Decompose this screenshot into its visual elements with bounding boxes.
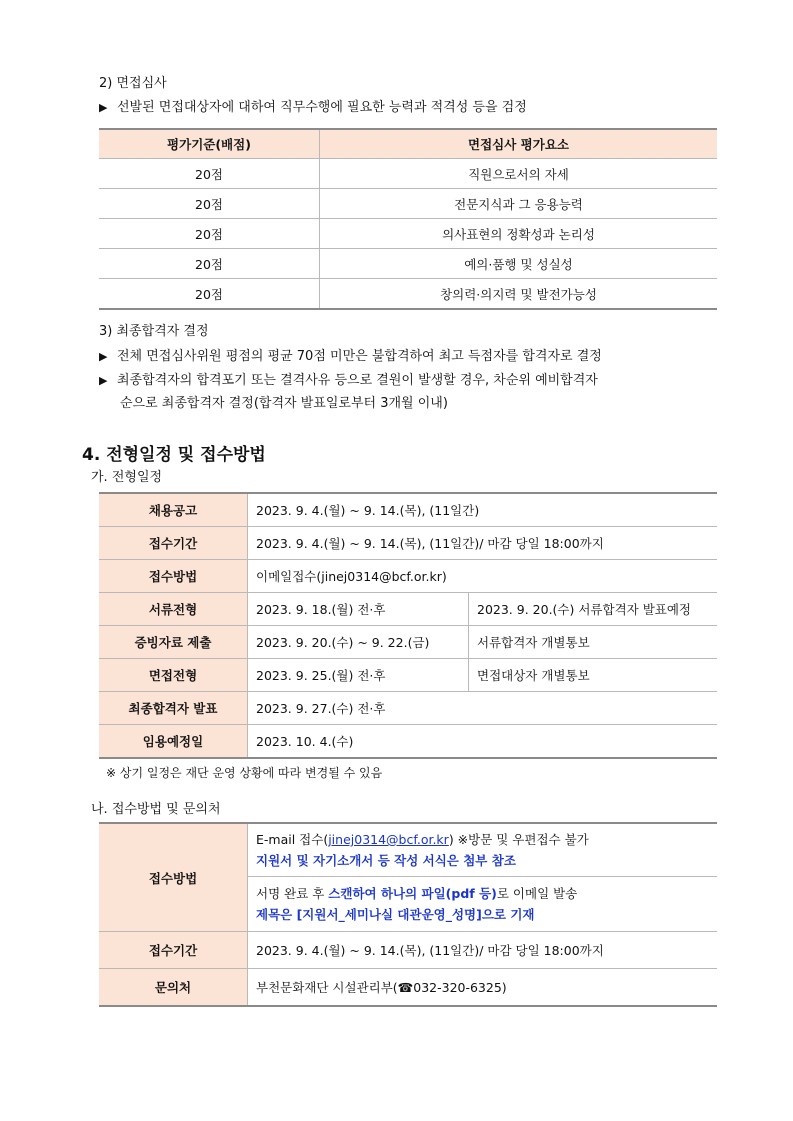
table-row (99, 219, 717, 249)
schedule-label: 면접전형 (99, 659, 248, 692)
table-header-row (99, 129, 717, 159)
schedule-value: 2023. 9. 25.(월) 전·후 (248, 659, 469, 692)
final-bullet-2: ▶ 최종합격자의 합격포기 또는 결격사유 등으로 결원이 발생할 경우, 차순위 예비합격자 (99, 373, 598, 388)
table-row (99, 493, 717, 527)
element-cell: 창의력·의지력 및 발전가능성 (320, 279, 718, 310)
element-cell: 직원으로서의 자세 (320, 159, 718, 189)
schedule-table (99, 492, 717, 759)
table-row (99, 626, 717, 659)
interview-heading: 2) 면접심사 (99, 76, 167, 91)
schedule-label: 임용예정일 (99, 725, 248, 759)
email-link[interactable]: jinej0314@bcf.or.kr (328, 832, 449, 847)
table-row (99, 969, 717, 1007)
schedule-label: 접수기간 (99, 527, 248, 560)
triangle-bullet-icon: ▶ (99, 101, 108, 114)
receipt-period-value: 2023. 9. 4.(월) ~ 9. 14.(목), (11일간)/ 마감 당일 18:00까지 (248, 932, 718, 969)
final-bullet-2-cont: 순으로 최종합격자 결정(합격자 발표일로부터 3개월 이내) (120, 396, 448, 411)
schedule-label: 접수방법 (99, 560, 248, 593)
table-row (99, 593, 717, 626)
table-row (99, 279, 717, 310)
receipt-period-label: 접수기간 (99, 932, 248, 969)
schedule-value: 2023. 10. 4.(수) (248, 725, 718, 759)
receipt-table (99, 822, 717, 1007)
triangle-bullet-icon: ▶ (99, 350, 108, 363)
schedule-value: 2023. 9. 20.(수) ~ 9. 22.(금) (248, 626, 469, 659)
schedule-note: ※ 상기 일정은 재단 운영 상황에 따라 변경될 수 있음 (106, 766, 383, 780)
table-row (99, 560, 717, 593)
element-cell: 전문지식과 그 응용능력 (320, 189, 718, 219)
triangle-bullet-icon: ▶ (99, 374, 108, 387)
sub-heading-receipt: 나. 접수방법 및 문의처 (91, 802, 221, 817)
receipt-email-cell (248, 823, 718, 877)
interview-eval-table (99, 128, 717, 310)
receipt-contact-label: 문의처 (99, 969, 248, 1007)
table-row (99, 527, 717, 560)
element-cell: 의사표현의 정확성과 논리성 (320, 219, 718, 249)
schedule-value: 2023. 9. 18.(월) 전·후 (248, 593, 469, 626)
form-note: 지원서 및 자기소개서 등 작성 서식은 첨부 참조 (256, 853, 516, 868)
table-row (99, 249, 717, 279)
score-cell: 20점 (99, 219, 320, 249)
score-cell: 20점 (99, 279, 320, 310)
sub-heading-schedule: 가. 전형일정 (91, 470, 163, 485)
table-row (99, 189, 717, 219)
schedule-label: 최종합격자 발표 (99, 692, 248, 725)
table-row (99, 659, 717, 692)
element-cell: 예의·품행 및 성실성 (320, 249, 718, 279)
schedule-value: 이메일접수(jinej0314@bcf.or.kr) (248, 560, 718, 593)
section-title: 4. 전형일정 및 접수방법 (82, 445, 266, 465)
score-cell: 20점 (99, 249, 320, 279)
score-cell: 20점 (99, 189, 320, 219)
schedule-label: 증빙자료 제출 (99, 626, 248, 659)
schedule-label: 서류전형 (99, 593, 248, 626)
interview-bullet: ▶ 선발된 면접대상자에 대하여 직무수행에 필요한 능력과 적격성 등을 검정 (99, 100, 527, 115)
schedule-value: 2023. 9. 4.(월) ~ 9. 14.(목), (11일간) (248, 493, 718, 527)
table-row (99, 932, 717, 969)
send-line: 서명 완료 후 스캔하여 하나의 파일(pdf 등)로 이메일 발송 (256, 886, 578, 901)
final-heading: 3) 최종합격자 결정 (99, 324, 209, 339)
header-criteria: 평가기준(배점) (99, 129, 320, 159)
score-cell: 20점 (99, 159, 320, 189)
receipt-method-label: 접수방법 (99, 823, 248, 932)
schedule-label: 채용공고 (99, 493, 248, 527)
final-bullet-1: ▶ 전체 면접심사위원 평점의 평균 70점 미만은 불합격하여 최고 득점자를 합격자로 결정 (99, 349, 602, 364)
table-row (99, 725, 717, 759)
header-elements: 면접심사 평가요소 (320, 129, 718, 159)
table-row (99, 159, 717, 189)
subject-note: 제목은 [지원서_세미나실 대관운영_성명]으로 기재 (256, 907, 535, 922)
email-line: E-mail 접수(jinej0314@bcf.or.kr) ※방문 및 우편접수 불가 (256, 832, 589, 847)
receipt-contact-value: 부천문화재단 시설관리부(☎032-320-6325) (248, 969, 718, 1007)
schedule-extra: 면접대상자 개별통보 (469, 659, 718, 692)
table-row (99, 692, 717, 725)
table-row (99, 823, 717, 877)
schedule-value: 2023. 9. 4.(월) ~ 9. 14.(목), (11일간)/ 마감 당일 18:00까지 (248, 527, 718, 560)
schedule-value: 2023. 9. 27.(수) 전·후 (248, 692, 718, 725)
schedule-extra: 2023. 9. 20.(수) 서류합격자 발표예정 (469, 593, 718, 626)
schedule-extra: 서류합격자 개별통보 (469, 626, 718, 659)
receipt-send-cell (248, 877, 718, 932)
